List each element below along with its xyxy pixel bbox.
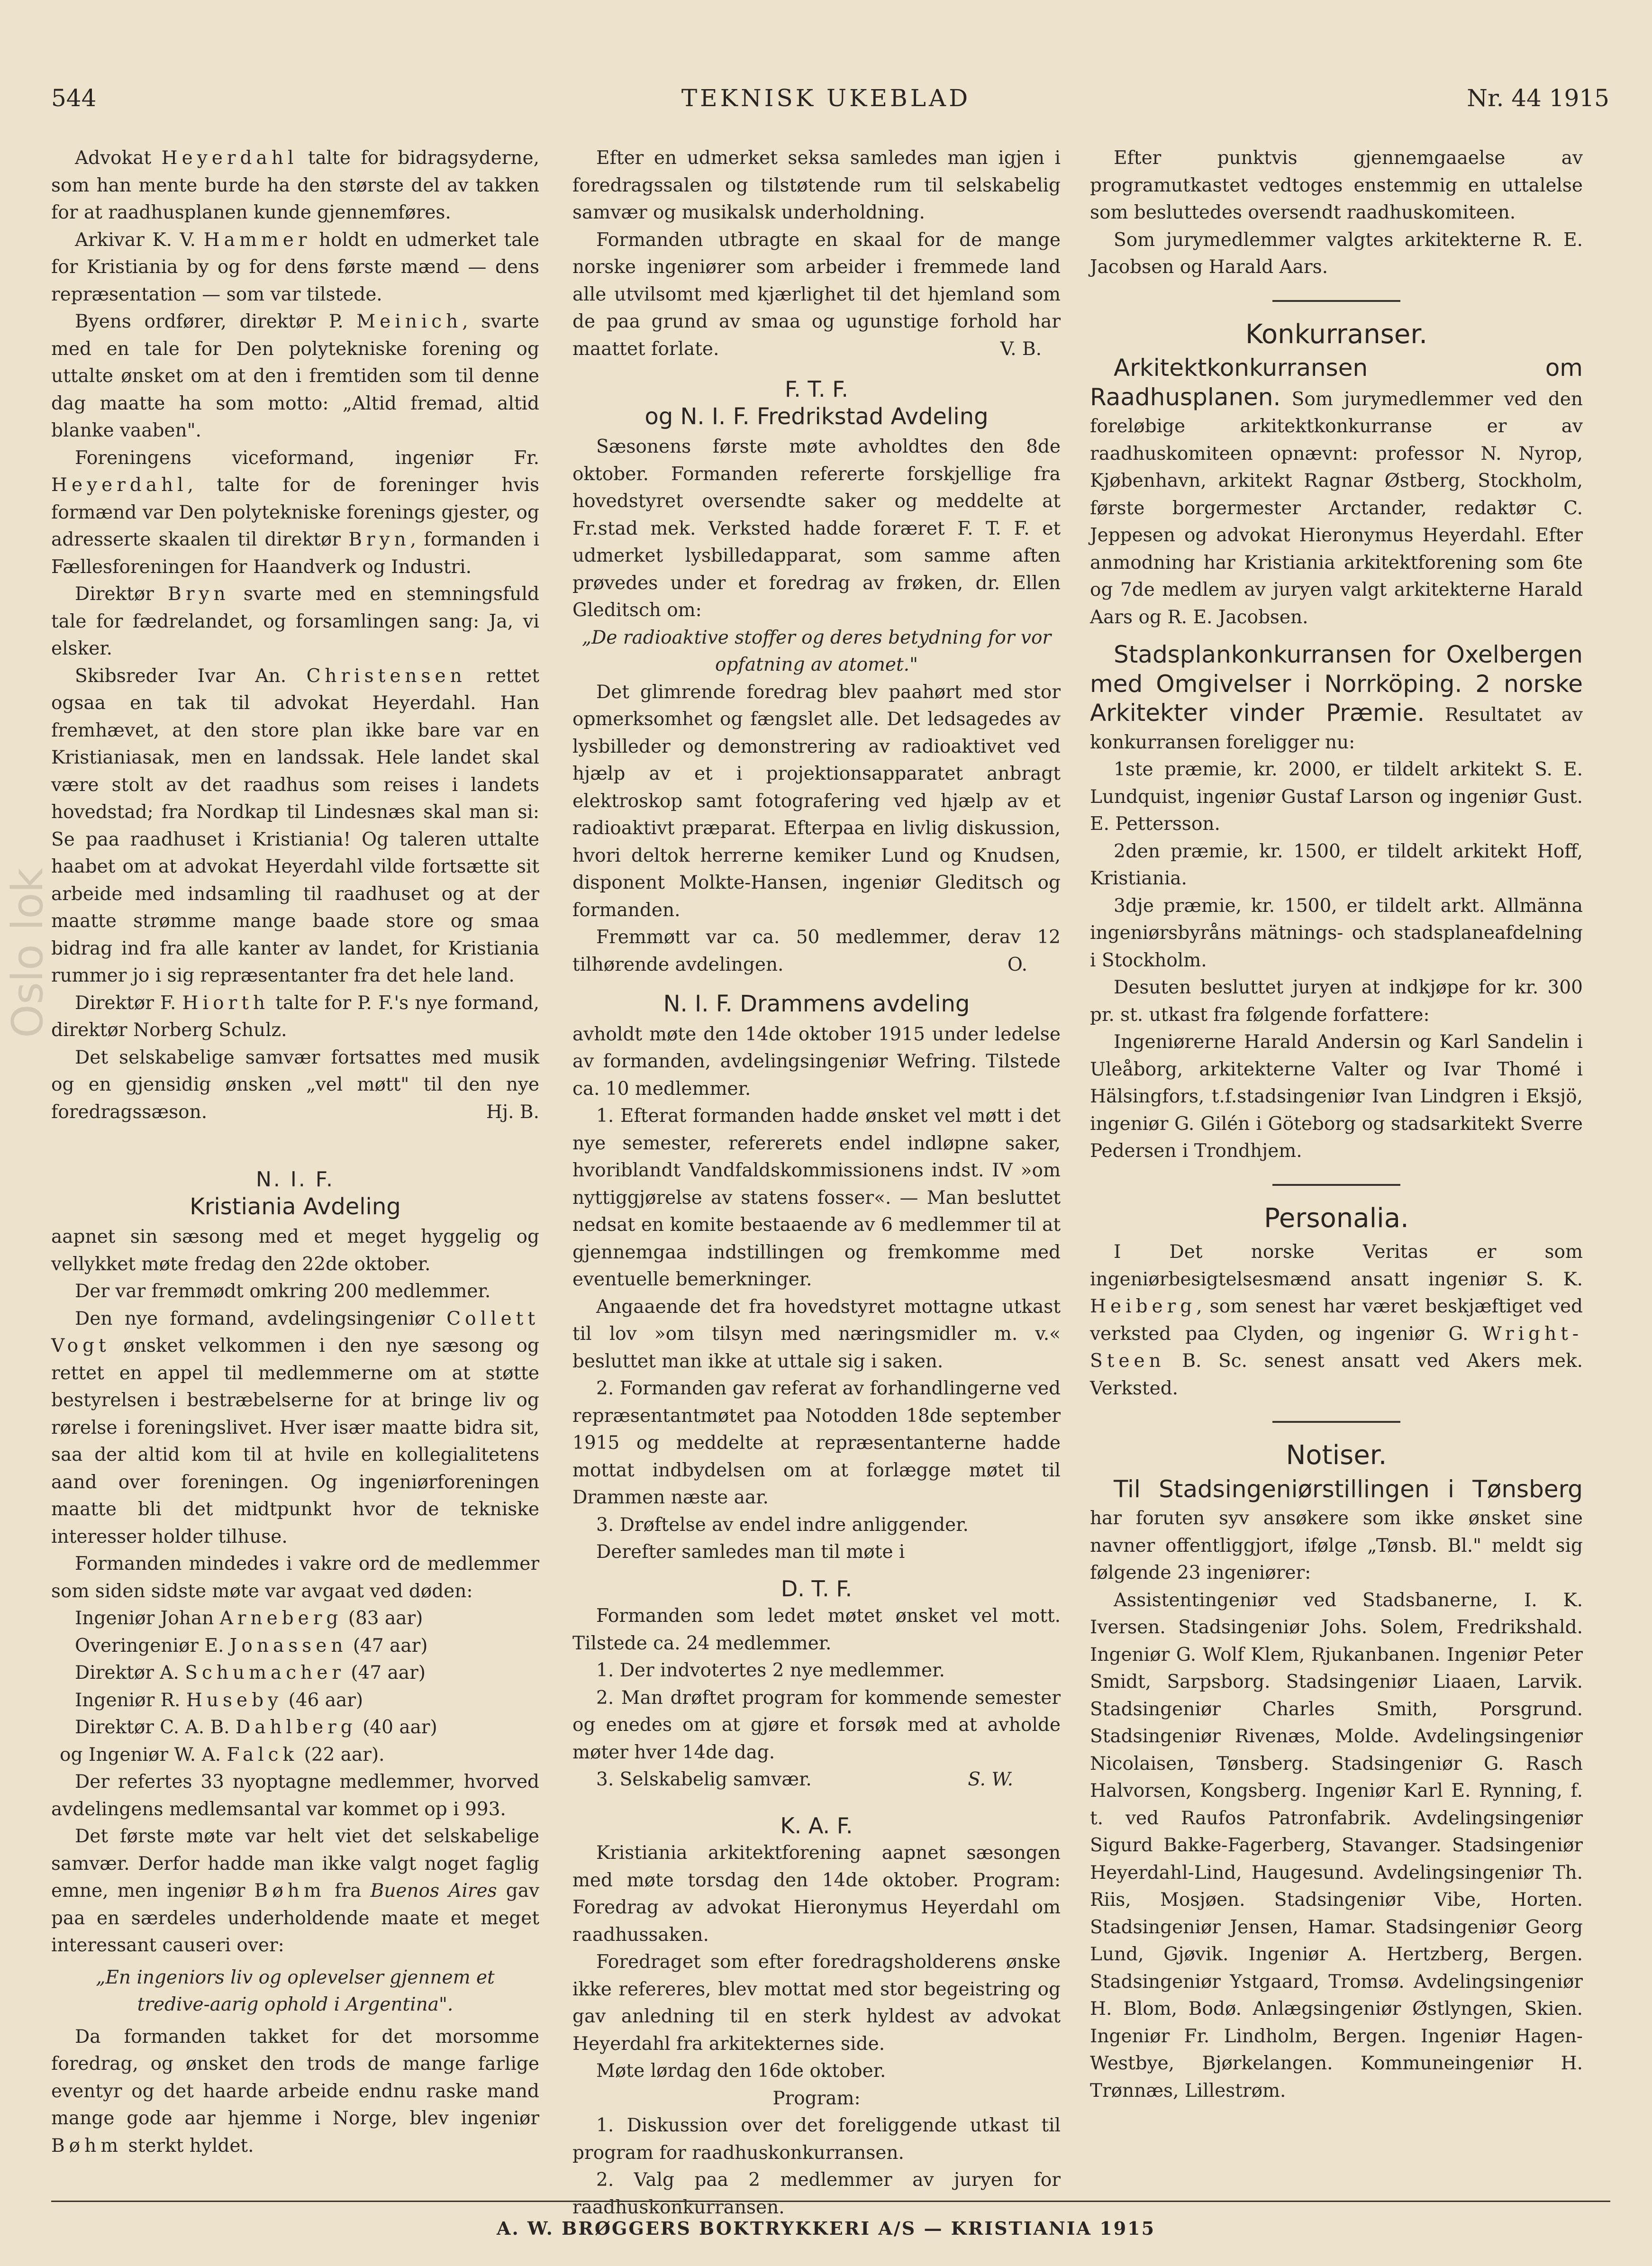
paragraph: Desuten besluttet juryen at indkjøpe for kr. 300 pr. st. utkast fra følgende forfattere: — [1090, 977, 1583, 1026]
column-3 — [1090, 145, 1583, 2104]
paragraph: Arkivar K. V. Hammer holdt en udmerket tale for Kristiania by og for dens første mænd — dens repræsentation — som var tilstede. — [51, 229, 539, 305]
paragraph: Ingeniørerne Harald Andersin og Karl Sandelin i Uleåborg, arkitekterne Valter og Ivar Thomé i Hälsingfors, t.f.stadsingeniør Ivan Lindgren i Eksjö, ingeniør G. Gilén i Göteborg og stadsarkitekt Sverre Pedersen i Trondhjem. — [1090, 1031, 1583, 1162]
paragraph: Fremmøtt var ca. 50 medlemmer, derav 12 tilhørende avdelingen. O. — [572, 924, 1061, 978]
section-subheading: og N. I. F. Fredrikstad Avdeling — [644, 403, 989, 430]
divider — [1272, 1184, 1400, 1186]
paragraph: aapnet sin sæsong med et meget hyggelig og vellykket møte fredag den 22de oktober. — [51, 1226, 539, 1275]
article-lead: Til Stadsingeniørstillingen i Tønsberg — [1114, 1475, 1583, 1503]
paragraph: Til Stadsingeniørstillingen i Tønsberg har foruten syv ansøkere som ikke ønsket sine navner offentliggjort, ifølge „Tønsb. Bl." meldt sig følgende 23 ingeniører: — [1090, 1475, 1583, 1583]
list-item: Direktør A. Schumacher (47 aar) — [75, 1662, 426, 1684]
section-heading: Konkurranser. — [1245, 319, 1428, 350]
paragraph: 3. Selskabelig samvær. S. W. — [572, 1766, 1061, 1793]
paragraph: Program: — [772, 2087, 861, 2109]
paragraph: Den nye formand, avdelingsingeniør Collett Vogt ønsket velkommen i den nye sæsong og rettet en appel til medlemmerne om at støtte bestyrelsen i bestræbelserne for at bringe liv og rørelse i foreningslivet. Hver især maatte bidra sit, saa der altid kom til at hvile en kollegialitetens aand over foreningen. Og ingeniørforeningen maatte bli det midtpunkt hvor de tekniske interesser holder tilhuse. — [51, 1308, 539, 1547]
paragraph: Arkitektkonkurransen om Raadhusplanen. Som jurymedlemmer ved den foreløbige arkitektkonkurranse er av raadhuskomiteen opnævnt: professor N. Nyrop, Kjøbenhavn, arkitekt Ragnar Østberg, Stockholm, første borgermester Arctander, redaktør C. Jeppesen og advokat Hieronymus Heyerdahl. Efter anmodning har Kristiania arkitektforening som 6te og 7de medlem av juryen valgt arkitekterne Harald Aars og R. E. Jacobsen. — [1090, 354, 1583, 628]
paragraph: Foreningens viceformand, ingeniør Fr. Heyerdahl, talte for de foreninger hvis formænd var Den polytekniske forenings gjester, og adresserte skaalen til direktør Bryn, formanden i Fællesforeningen for Haandverk og Industri. — [51, 447, 539, 578]
page-number: 544 — [51, 84, 97, 112]
paragraph: Angaaende det fra hovedstyret mottagne utkast til lov »om tilsyn med næringsmidler m. v.« besluttet man ikke at uttale sig i saken. — [572, 1296, 1061, 1372]
section-subheading: Kristiania Avdeling — [190, 1193, 401, 1220]
paragraph: Formanden mindedes i vakre ord de medlemmer som siden sidste møte var avgaat ved døden: — [51, 1553, 539, 1602]
article-lead: Arkitektkonkurransen om Raadhusplanen. — [1090, 354, 1583, 411]
paragraph: 3. Drøftelse av endel indre anliggender. — [596, 1514, 969, 1536]
paragraph: Derefter samledes man til møte i — [596, 1541, 905, 1563]
paragraph: Møte lørdag den 16de oktober. — [596, 2060, 886, 2082]
section-heading: N. I. F. — [255, 1167, 335, 1192]
paragraph: Efter en udmerket seksa samledes man igjen i foredragssalen og tilstøtende rum til selskabelig samvær og musikalsk underholdning. — [572, 147, 1061, 223]
paragraph: Der refertes 33 nyoptagne medlemmer, hvorved avdelingens medlemsantal var kommet op i 993. — [51, 1771, 539, 1820]
paragraph: Efter punktvis gjennemgaaelse av programutkastet vedtoges enstemmig en uttalelse som besluttedes oversendt raadhuskomiteen. — [1090, 147, 1583, 223]
section-heading: Notiser. — [1286, 1440, 1387, 1471]
section-heading: D. T. F. — [781, 1575, 853, 1602]
paragraph: 2den præmie, kr. 1500, er tildelt arkitekt Hoff, Kristiania. — [1090, 840, 1583, 889]
paragraph: Det selskabelige samvær fortsattes med musik og en gjensidig ønsken „vel møtt" til den nye foredragssæson. Hj. B. — [51, 1044, 539, 1126]
quoted-title: „En ingeniors liv og oplevelser gjennem et tredive-aarig ophold i Argentina". — [96, 1966, 495, 2015]
paragraph: Stadsplankonkurransen for Oxelbergen med Omgivelser i Norrköping. 2 norske Arkitekter vinder Præmie. Resultatet av konkurransen foreligger nu: — [1090, 641, 1583, 753]
paragraph: Direktør Bryn svarte med en stemningsfuld tale for fædrelandet, og forsamlingen sang: Ja, vi elsker. — [51, 583, 539, 659]
paragraph: Da formanden takket for det morsomme foredrag, og ønsket den trods de mange farlige eventyr og det haarde arbeide endnu raske mand mange gode aar hjemme i Norge, blev ingeniør Bøhm sterkt hyldet. — [51, 2026, 539, 2157]
list-item: 2. Valg paa 2 medlemmer av juryen for raadhuskonkurransen. — [572, 2169, 1061, 2218]
journal-title: TEKNISK UKEBLAD — [681, 84, 971, 112]
quoted-title: „De radioaktive stoffer og deres betydning for vor opfatning av atomet." — [581, 627, 1052, 675]
paragraph: Det glimrende foredrag blev paahørt med stor opmerksomhet og fængslet alle. Det ledsagedes av lysbilleder og demonstrering av radioaktivet ved hjælp av et i projektionsapparatet anbragt elektroskop samt fotografering ved hjælp av et radioaktivt præparat. Efterpaa en livlig diskussion, hvori deltok herrerne kemiker Lund og Knudsen, disponent Molkte-Hansen, ingeniør Gleditsch og formanden. — [572, 681, 1061, 921]
list-item: 1. Diskussion over det foreliggende utkast til program for raadhuskonkurransen. — [572, 2115, 1061, 2164]
list-item: Ingeniør Johan Arneberg (83 aar) — [75, 1608, 423, 1629]
paragraph: Kristiania arkitektforening aapnet sæsongen med møte torsdag den 14de oktober. Program: Foredrag av advokat Hieronymus Heyerdahl om raadhussaken. — [572, 1842, 1061, 1946]
list-item: Direktør C. A. B. Dahlberg (40 aar) — [75, 1717, 437, 1738]
divider — [1272, 300, 1400, 302]
paragraph: Formanden utbragte en skaal for de mange norske ingeniører som arbeider i fremmede land alle utvilsomt med kjærlighet til det hjemland som de paa grund av smaa og ugunstige forhold har maattet forlate. V. B. — [572, 227, 1061, 363]
section-heading: F. T. F. — [785, 376, 848, 402]
page-header — [0, 84, 1652, 122]
paragraph: 2. Man drøftet program for kommende semester og enedes om at gjøre et forsøk med at avholde møter hver 14de dag. — [572, 1687, 1061, 1763]
paragraph: 3dje præmie, kr. 1500, er tildelt arkt. Allmänna ingeniørsbyråns mätnings- och stadsplaneafdelning i Stockholm. — [1090, 895, 1583, 971]
paragraph: Sæsonens første møte avholdtes den 8de oktober. Formanden refererte forskjellige fra hovedstyret oversendte saker og meddelte at Fr.stad mek. Verksted hadde foræret F. T. F. et udmerket lysbilledapparat, som samme aften prøvedes under et foredrag av frøken, dr. Ellen Gleditsch om: — [572, 436, 1061, 621]
paragraph: 1ste præmie, kr. 2000, er tildelt arkitekt S. E. Lundquist, ingeniør Gustaf Larson og ingeniør Gust. E. Pettersson. — [1090, 759, 1583, 835]
paragraph: Assistentingeniør ved Stadsbanerne, I. K. Iversen. Stadsingeniør Johs. Solem, Fredrikshald. Ingeniør G. Wolf Klem, Rjukanbanen. Ingeniør Peter Smidt, Sarpsborg. Stadsingeniør Liaaen, Larvik. Stadsingeniør Charles Smith, Porsgrund. Stadsingeniør Rivenæs, Molde. Avdelingsingeniør Nicolaisen, Tønsberg. Stadsingeniør G. Rasch Halvorsen, Kongsberg. Ingeniør Karl E. Rynning, f. t. ved Raufos Patronfabrik. Avdelingsingeniør Sigurd Bakke-Fagerberg, Stavanger. Stadsingeniør Heyerdahl-Lind, Haugesund. Avdelingsingeniør Th. Riis, Mosjøen. Stadsingeniør Vibe, Horten. Stadsingeniør Jensen, Hamar. Stadsingeniør Georg Lund, Gjøvik. Ingeniør A. Hertzberg, Bergen. Stadsingeniør Ystgaard, Tromsø. Avdelingsingeniør H. Blom, Bodø. Anlægsingeniør Østlyngen, Skien. Ingeniør Fr. Lindholm, Bergen. Ingeniør Hagen-Westbye, Bjørkelangen. Kommuneingeniør H. Trønnæs, Lillestrøm. — [1090, 1589, 1583, 2102]
section-heading: N. I. F. Drammens avdeling — [663, 991, 970, 1017]
library-stamp: Oslo lok — [3, 868, 53, 1038]
paragraph: Byens ordfører, direktør P. Meinich, svarte med en tale for Den polytekniske forening og uttalte ønsket om at den i fremtiden som til denne dag maatte ha som motto: „Altid fremad, altid blanke vaaben". — [51, 311, 539, 441]
paragraph: Som jurymedlemmer valgtes arkitekterne R. E. Jacobsen og Harald Aars. — [1090, 229, 1583, 278]
paragraph: Det første møte var helt viet det selskabelige samvær. Derfor hadde man ikke valgt noget faglig emne, men ingeniør Bøhm fra Buenos Aires gav paa en særdeles underholdende maate et meget interessant causeri over: — [51, 1826, 540, 1956]
paragraph: Advokat Heyerdahl talte for bidragsyderne, som han mente burde ha den største del av takken for at raadhusplanen kunde gjennemføres. — [51, 147, 539, 223]
column-1 — [51, 145, 539, 2159]
paragraph: Der var fremmødt omkring 200 medlemmer. — [75, 1281, 491, 1302]
list-item: og Ingeniør W. A. Falck (22 aar). — [60, 1744, 385, 1765]
printer-imprint: A. W. BRØGGERS BOKTRYKKERI A/S — KRISTIANIA 1915 — [496, 2218, 1156, 2239]
paragraph: Direktør F. Hiorth talte for P. F.'s nye formand, direktør Norberg Schulz. — [51, 992, 539, 1041]
signature: O. — [1007, 954, 1027, 975]
section-heading: Personalia. — [1264, 1202, 1409, 1234]
signature: V. B. — [1000, 338, 1042, 360]
paragraph: 1. Efterat formanden hadde ønsket vel møtt i det nye semester, refererets endel indløpne saker, hvoriblandt Vandfaldskommissionens indst. IV »om nyttiggjørelse av statens fosser«. — Man besluttet nedsat en komite bestaaende av 6 medlemmer til at gjennemgaa indstillingen og fremkomme med eventuelle bemerkninger. — [572, 1105, 1061, 1290]
paragraph: 2. Formanden gav referat av forhandlingerne ved repræsentantmøtet paa Notodden 18de september 1915 og meddelte at repræsentanterne hadde mottat indbydelsen om at forlægge møtet til Drammen næste aar. — [572, 1378, 1061, 1508]
divider — [1272, 1421, 1400, 1423]
signature: Hj. B. — [486, 1101, 539, 1123]
paragraph: 1. Der indvotertes 2 nye medlemmer. — [596, 1660, 945, 1681]
paragraph: Formanden som ledet møtet ønsket vel mott. Tilstede ca. 24 medlemmer. — [572, 1605, 1061, 1654]
section-heading: K. A. F. — [780, 1812, 853, 1838]
paragraph: avholdt møte den 14de oktober 1915 under ledelse av formanden, avdelingsingeniør Wefring. Tilstede ca. 10 medlemmer. — [572, 1023, 1061, 1100]
article-lead: Stadsplankonkurransen for Oxelbergen med Omgivelser i Norrköping. 2 norske Arkitekter vinder Præmie. — [1090, 641, 1583, 727]
list-item: Overingeniør E. Jonassen (47 aar) — [75, 1635, 428, 1656]
issue-number: Nr. 44 1915 — [1467, 84, 1609, 112]
footer-divider — [51, 2201, 1610, 2202]
paragraph: I Det norske Veritas er som ingeniørbesigtelsesmænd ansatt ingeniør S. K. Heiberg, som senest har været beskjæftiget ved verksted paa Clyden, og ingeniør G. Wright-Steen B. Sc. senest ansatt ved Akers mek. Verksted. — [1090, 1241, 1583, 1399]
signature: S. W. — [968, 1769, 1013, 1790]
paragraph: Foredraget som efter foredragsholderens ønske ikke refereres, blev mottat med stor begeistring og gav anledning til en sterk hyldest av advokat Heyerdahl fra arkitekternes side. — [572, 1951, 1061, 2055]
paragraph: Skibsreder Ivar An. Christensen rettet ogsaa en tak til advokat Heyerdahl. Han fremhævet, at den store plan ikke bare var en Kristianiasak, men en landssak. Hele landet skal være stolt av det raadhus som reises i landets hovedstad; fra Nordkap til Lindesnæs skal man si: Se paa raadhuset i Kristiania! Og taleren uttalte haabet om at advokat Heyerdahl vilde fortsætte sit arbeide med indsamling til raadhuset og at der maatte strømme mange baade store og smaa bidrag ind fra alle kanter av landet, for Kristiania rummer jo i sig repræsentanter fra det hele land. — [51, 665, 539, 986]
column-2 — [572, 145, 1061, 2221]
list-item: Ingeniør R. Huseby (46 aar) — [75, 1689, 363, 1711]
